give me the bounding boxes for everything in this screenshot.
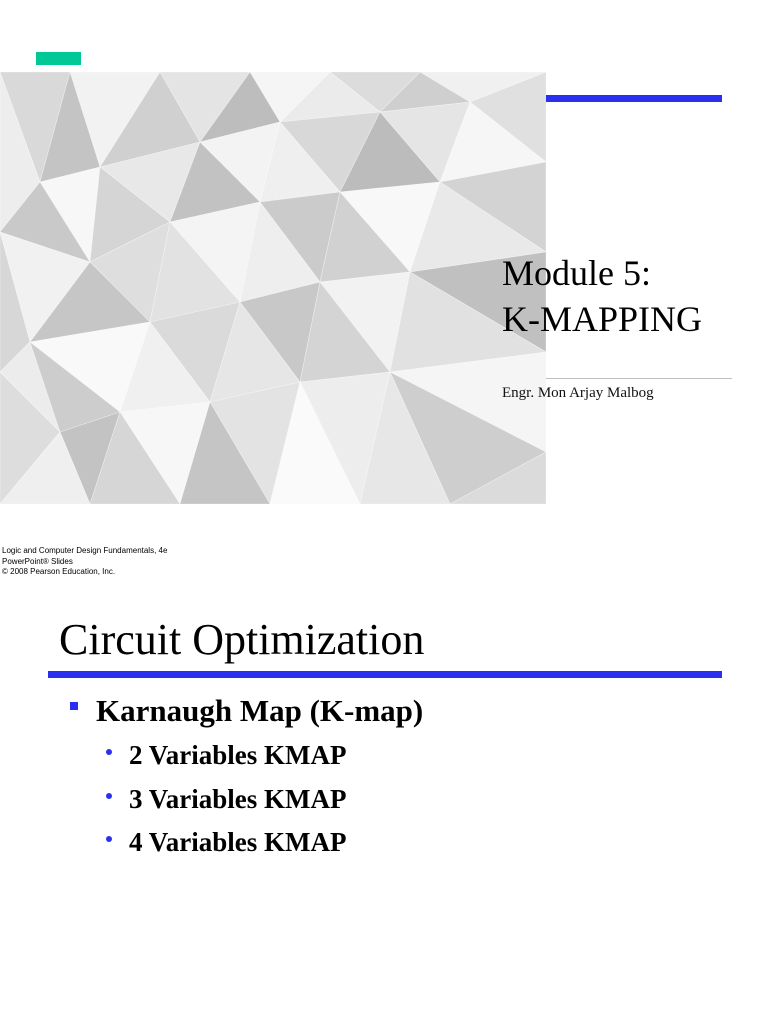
main-bullet-text: Karnaugh Map (K-map)	[96, 693, 424, 728]
sub-bullet	[106, 782, 347, 826]
footer-line-copyright: © 2008 Pearson Education, Inc.	[2, 567, 116, 576]
sub-bullet	[106, 738, 347, 782]
sub-bullet-text: 4 Variables KMAP	[129, 827, 347, 857]
slide-title: Circuit Optimization	[59, 615, 425, 664]
geometric-texture-graphic	[0, 72, 546, 504]
square-bullet-icon	[70, 702, 78, 710]
dot-bullet-icon	[106, 749, 112, 755]
content-slide	[0, 590, 768, 1024]
dot-bullet-icon	[106, 836, 112, 842]
teal-accent-bar	[36, 52, 81, 65]
hero-image	[0, 72, 546, 504]
title-divider	[546, 378, 732, 379]
sub-bullet-text: 2 Variables KMAP	[129, 740, 347, 770]
module-title-line2: K-MAPPING	[502, 299, 703, 339]
title-underline-bar	[48, 671, 722, 678]
main-bullet	[70, 692, 423, 732]
footer-line-slides: PowerPoint® Slides	[2, 556, 73, 566]
module-title	[502, 250, 762, 342]
sub-bullet-text: 3 Variables KMAP	[129, 783, 347, 814]
footer-credits	[2, 546, 167, 578]
dot-bullet-icon	[106, 793, 112, 799]
module-title-line1: Module 5:	[502, 253, 651, 293]
author-name: Engr. Mon Arjay Malbog	[502, 385, 654, 401]
footer-line-book: Logic and Computer Design Fundamentals, 4e	[2, 546, 168, 555]
sub-bullet	[106, 825, 347, 869]
sub-bullet-list	[106, 738, 347, 869]
accent-bar-top	[546, 95, 722, 102]
